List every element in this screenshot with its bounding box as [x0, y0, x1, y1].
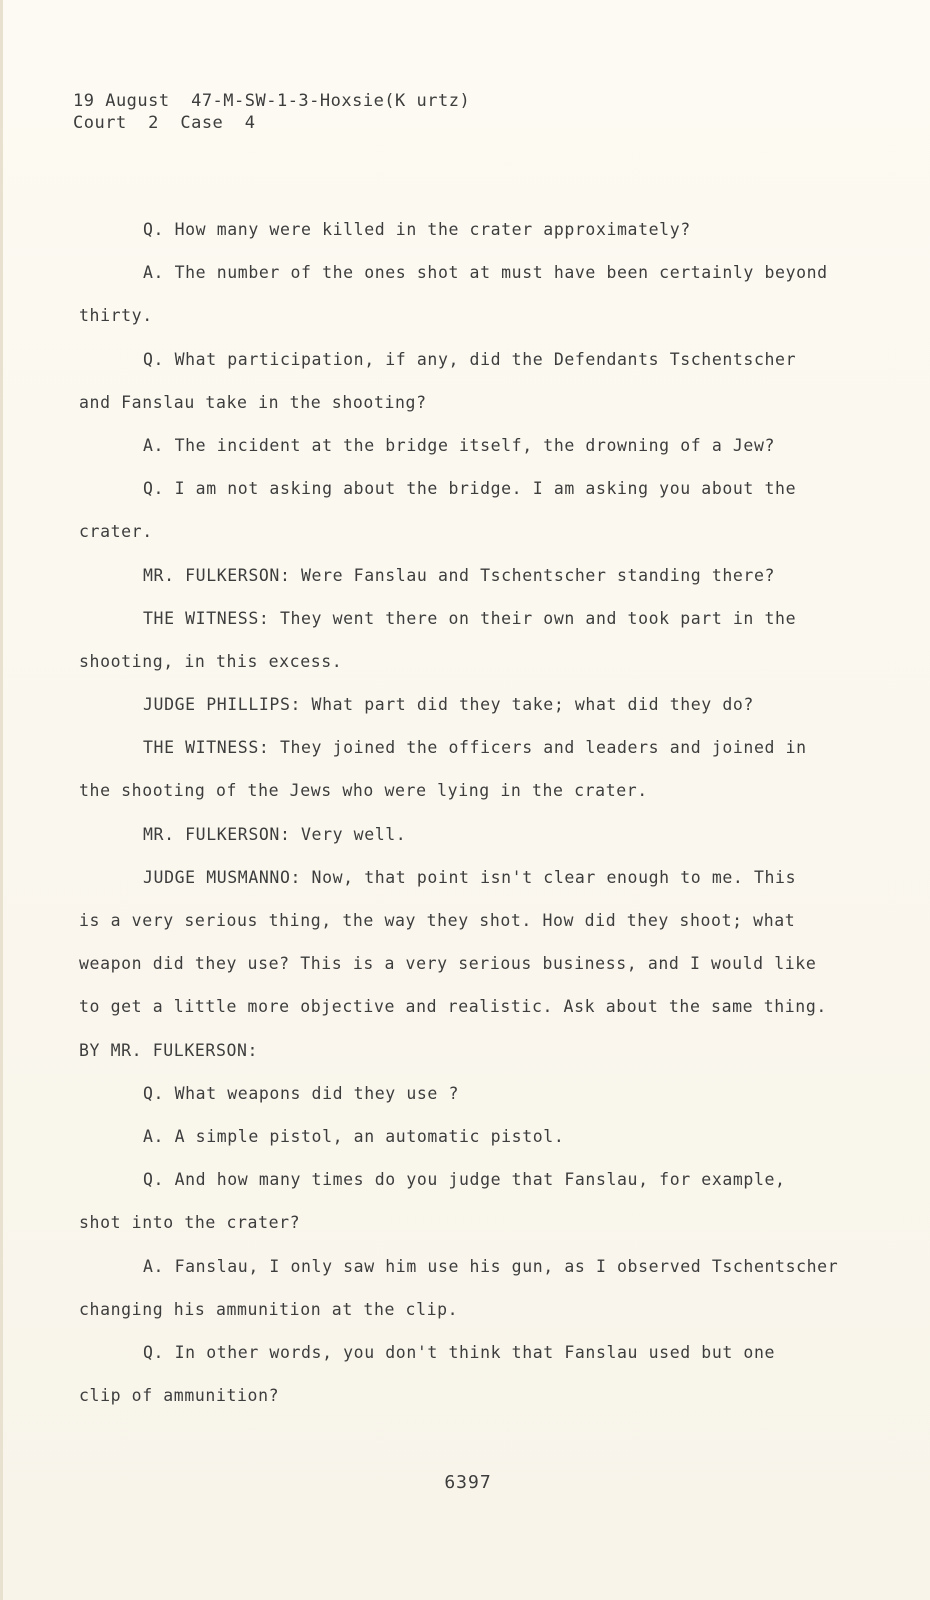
- transcript-line: shooting, in this excess.: [79, 651, 343, 671]
- transcript-line: Q. In other words, you don't think that Fanslau used but one: [143, 1342, 776, 1362]
- transcript-line: MR. FULKERSON: Were Fanslau and Tschentscher standing there?: [143, 565, 776, 585]
- document-header: [73, 90, 470, 134]
- transcript-line: MR. FULKERSON: Very well.: [143, 824, 407, 844]
- transcript-line: JUDGE MUSMANNO: Now, that point isn't clear enough to me. This: [143, 867, 797, 887]
- page-number: 6397: [444, 1472, 492, 1493]
- transcript-line: BY MR. FULKERSON:: [79, 1040, 259, 1060]
- transcript-line: crater.: [79, 522, 153, 542]
- transcript-line: THE WITNESS: They went there on their own and took part in the: [143, 608, 797, 628]
- transcript-line: Q. And how many times do you judge that Fanslau, for example,: [143, 1170, 786, 1190]
- transcript-line: clip of ammunition?: [79, 1386, 280, 1406]
- transcript-line: shot into the crater?: [79, 1213, 301, 1233]
- transcript-line: is a very serious thing, the way they shot. How did they shoot; what: [79, 911, 796, 930]
- header-date-reference: 19 August 47-M-SW-1-3-Hoxsie(K urtz): [73, 91, 471, 111]
- transcript-line: A. The incident at the bridge itself, the drowning of a Jew?: [143, 435, 776, 455]
- transcript-line: A. The number of the ones shot at must have been certainly beyond: [143, 263, 828, 283]
- transcript-line: and Fanslau take in the shooting?: [79, 392, 427, 412]
- transcript-line: JUDGE PHILLIPS: What part did they take; what did they do?: [143, 695, 754, 715]
- transcript-line: Q. How many were killed in the crater approximately?: [143, 220, 691, 239]
- transcript-line: thirty.: [79, 306, 153, 326]
- transcript-line: THE WITNESS: They joined the officers and leaders and joined in: [143, 738, 807, 758]
- transcript-line: Q. What participation, if any, did the Defendants Tschentscher: [143, 349, 797, 369]
- transcript-line: Q. I am not asking about the bridge. I am asking you about the: [143, 479, 797, 499]
- transcript-line: weapon did they use? This is a very serious business, and I would like: [79, 954, 817, 974]
- transcript-line: to get a little more objective and realistic. Ask about the same thing.: [79, 997, 827, 1017]
- header-court-case: Court 2 Case 4: [73, 113, 256, 133]
- transcript-line: the shooting of the Jews who were lying in the crater.: [79, 781, 648, 801]
- transcript-body: [79, 208, 859, 1417]
- transcript-line: Q. What weapons did they use ?: [143, 1083, 460, 1103]
- transcript-line: changing his ammunition at the clip.: [79, 1299, 459, 1319]
- transcript-line: A. Fanslau, I only saw him use his gun, as I observed Tschentscher: [143, 1256, 839, 1276]
- transcript-line: A. A simple pistol, an automatic pistol.: [143, 1126, 565, 1146]
